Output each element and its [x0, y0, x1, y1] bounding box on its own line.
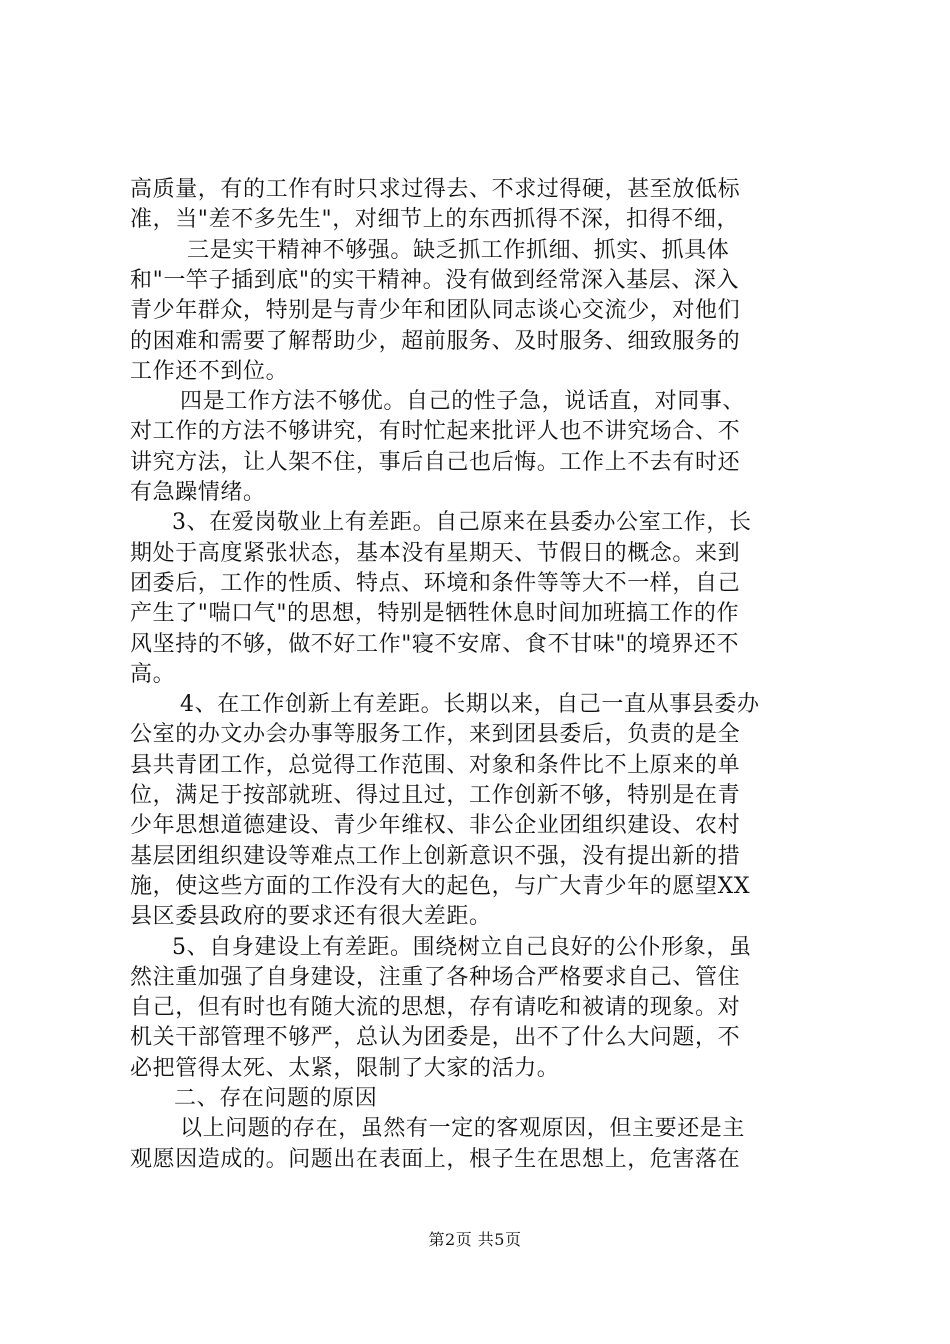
text-line: 5、自身建设上有差距。围绕树立自己良好的公仆形象，虽 — [172, 934, 752, 960]
text-line: 少年思想道德建设、青少年维权、非公企业团组织建设、农村 — [130, 813, 741, 839]
text-line: 有急躁情绪。 — [130, 480, 266, 505]
text-line: 观愿因造成的。问题出在表面上，根子生在思想上，危害落在 — [130, 1146, 741, 1172]
text-line: 准，当"差不多先生"，对细节上的东西抓得不深，扣得不细， — [130, 207, 740, 233]
section-heading: 二、存在问题的原因 — [174, 1086, 378, 1111]
text-line: 机关干部管理不够严，总认为团委是，出不了什么大问题，不 — [130, 1025, 741, 1051]
text-line: 然注重加强了自身建设，注重了各种场合严格要求自己、管住 — [130, 964, 741, 990]
text-line: 对工作的方法不够讲究，有时忙起来批评人也不讲究场合、不 — [130, 419, 741, 445]
text-line: 的困难和需要了解帮助少，超前服务、及时服务、细致服务的 — [130, 328, 741, 354]
text-line: 施，使这些方面的工作没有大的起色，与广大青少年的愿望XX — [130, 873, 751, 899]
text-line: 3、在爱岗敬业上有差距。自己原来在县委办公室工作，长 — [172, 510, 752, 536]
text-line: 县共青团工作，总觉得工作范围、对象和条件比不上原来的单 — [130, 752, 741, 778]
text-line: 县区委县政府的要求还有很大差距。 — [130, 904, 492, 930]
text-line: 期处于高度紧张状态，基本没有星期天、节假日的概念。来到 — [130, 540, 741, 566]
text-line: 工作还不到位。 — [130, 358, 289, 384]
text-line: 产生了"喘口气"的思想，特别是牺牲休息时间加班搞工作的作 — [130, 601, 740, 627]
text-line: 高质量，有的工作有时只求过得去、不求过得硬，甚至放低标 — [130, 177, 741, 202]
page-footer: 第2页 共5页 — [428, 1230, 522, 1249]
text-line: 公室的办文办会办事等服务工作，来到团县委后，负责的是全 — [130, 722, 741, 748]
text-line: 四是工作方法不够优。自己的性子急，说话直，对同事、 — [180, 389, 746, 415]
text-line: 讲究方法，让人架不住，事后自己也后悔。工作上不去有时还 — [130, 449, 741, 475]
text-line: 以上问题的存在，虽然有一定的客观原因，但主要还是主 — [180, 1116, 746, 1142]
text-line: 和"一竿子插到底"的实干精神。没有做到经常深入基层、深入 — [130, 267, 740, 293]
text-line: 高。 — [130, 661, 176, 687]
text-line: 青少年群众，特别是与青少年和团队同志谈心交流少，对他们 — [130, 298, 741, 324]
text-line: 风坚持的不够，做不好工作"寝不安席、食不甘味"的境界还不 — [130, 631, 740, 657]
text-line: 自己，但有时也有随大流的思想，存有请吃和被请的现象。对 — [130, 995, 741, 1021]
text-line: 三是实干精神不够强。缺乏抓工作抓细、抓实、抓具体 — [187, 237, 730, 263]
text-line: 必把管得太死、太紧，限制了大家的活力。 — [130, 1055, 560, 1081]
text-line: 4、在工作创新上有差距。长期以来，自己一直从事县委办 — [180, 692, 760, 718]
text-line: 基层团组织建设等难点工作上创新意识不强，没有提出新的措 — [130, 843, 741, 869]
text-line: 团委后，工作的性质、特点、环境和条件等等大不一样，自己 — [130, 570, 741, 596]
text-line: 位，满足于按部就班、得过且过，工作创新不够，特别是在青 — [130, 783, 741, 808]
